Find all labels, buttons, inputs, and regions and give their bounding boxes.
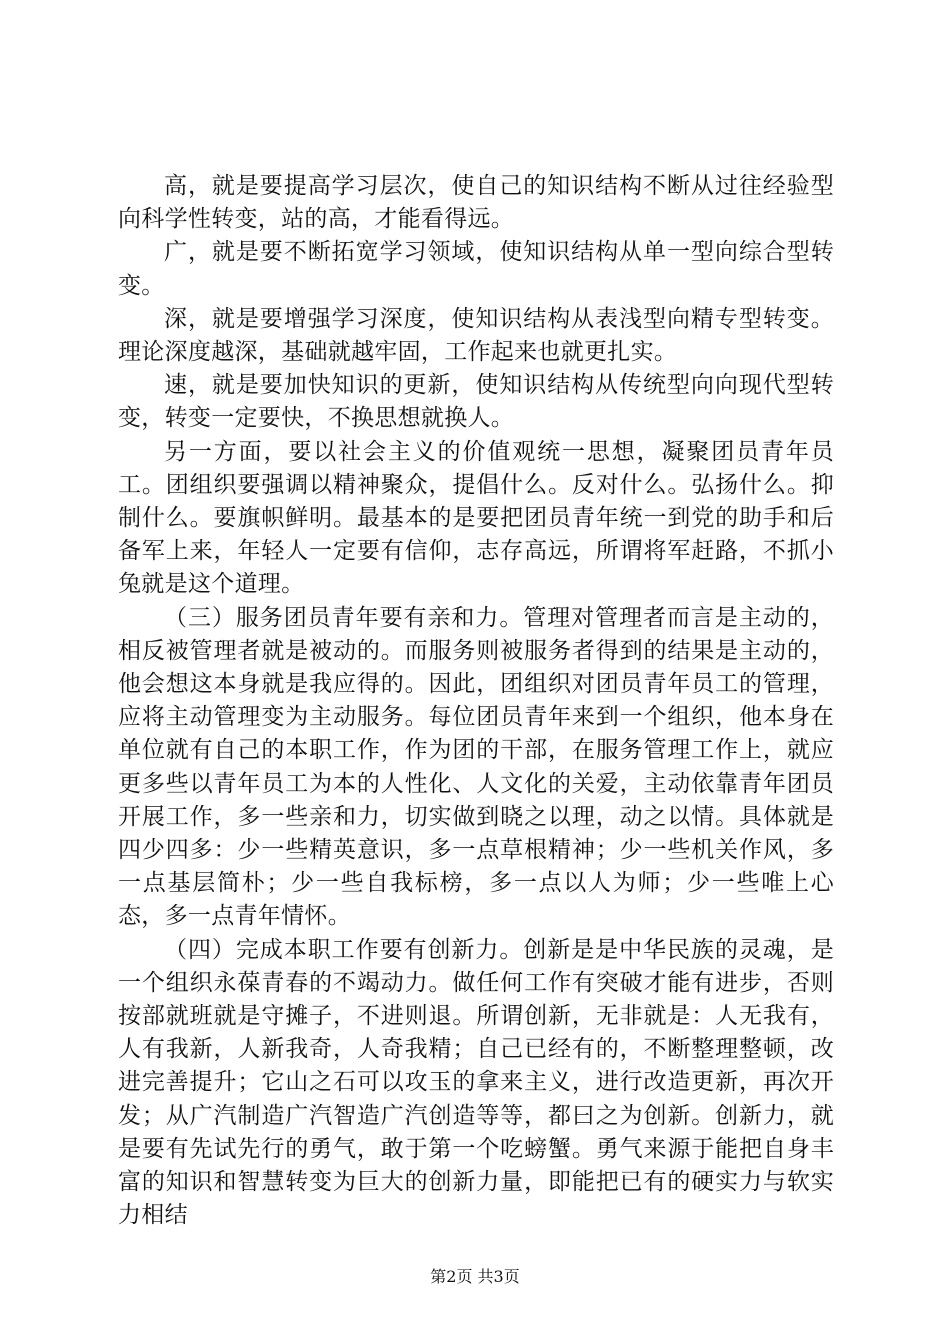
- page-number-footer: 第2页 共3页: [430, 1267, 520, 1286]
- paragraph-values: 另一方面，要以社会主义的价值观统一思想，凝聚团员青年员工。团组织要强调以精神聚众，提倡什么。反对什么。弘扬什么。抑制什么。要旗帜鲜明。最基本的是要把团员青年统一到党的助手和后备军上来，年轻人一定要有信仰，志存高远，所谓将军赶路，不抓小兔就是这个道理。: [118, 438, 834, 598]
- paragraph-high: 高，就是要提高学习层次，使自己的知识结构不断从过往经验型向科学性转变，站的高，才能看得远。: [118, 173, 834, 233]
- paragraph-section-4: （四）完成本职工作要有创新力。创新是是中华民族的灵魂，是一个组织永葆青春的不竭动力。做任何工作有突破才能有进步，否则按部就班就是守摊子，不进则退。所谓创新，无非就是：人无我有，人有我新，人新我奇，人奇我精；自己已经有的，不断整理整顿，改进完善提升；它山之石可以攻玉的拿来主义，进行改造更新，再次开发；从广汽制造广汽智造广汽创造等等，都曰之为创新。创新力，就是要有先试先行的勇气，敢于第一个吃螃蟹。勇气来源于能把自身丰富的知识和智慧转变为巨大的创新力量，即能把已有的硬实力与软实力相结: [118, 936, 834, 1229]
- paragraph-deep: 深，就是要增强学习深度，使知识结构从表浅型向精专型转变。理论深度越深，基础就越牢固，工作起来也就更扎实。: [118, 305, 834, 366]
- paragraph-section-3: （三）服务团员青年要有亲和力。管理对管理者而言是主动的，相反被管理者就是被动的。而服务则被服务者得到的结果是主动的，他会想这本身就是我应得的。因此，团组织对团员青年员工的管理，应将主动管理变为主动服务。每位团员青年来到一个组织，他本身在单位就有自己的本职工作，作为团的干部，在服务管理工作上，就应更多些以青年员工为本的人性化、人文化的关爱，主动依靠青年团员开展工作，多一些亲和力，切实做到晓之以理，动之以情。具体就是四少四多：少一些精英意识，多一点草根精神；少一些机关作风，多一点基层简朴；少一些自我标榜，多一点以人为师；少一些唯上心态，多一点青年情怀。: [118, 604, 834, 930]
- paragraph-fast: 速，就是要加快知识的更新，使知识结构从传统型向向现代型转变，转变一定要快，不换思想就换人。: [118, 372, 834, 432]
- paragraph-broad: 广，就是要不断拓宽学习领域，使知识结构从单一型向综合型转变。: [118, 239, 834, 299]
- body-text: [118, 170, 834, 1233]
